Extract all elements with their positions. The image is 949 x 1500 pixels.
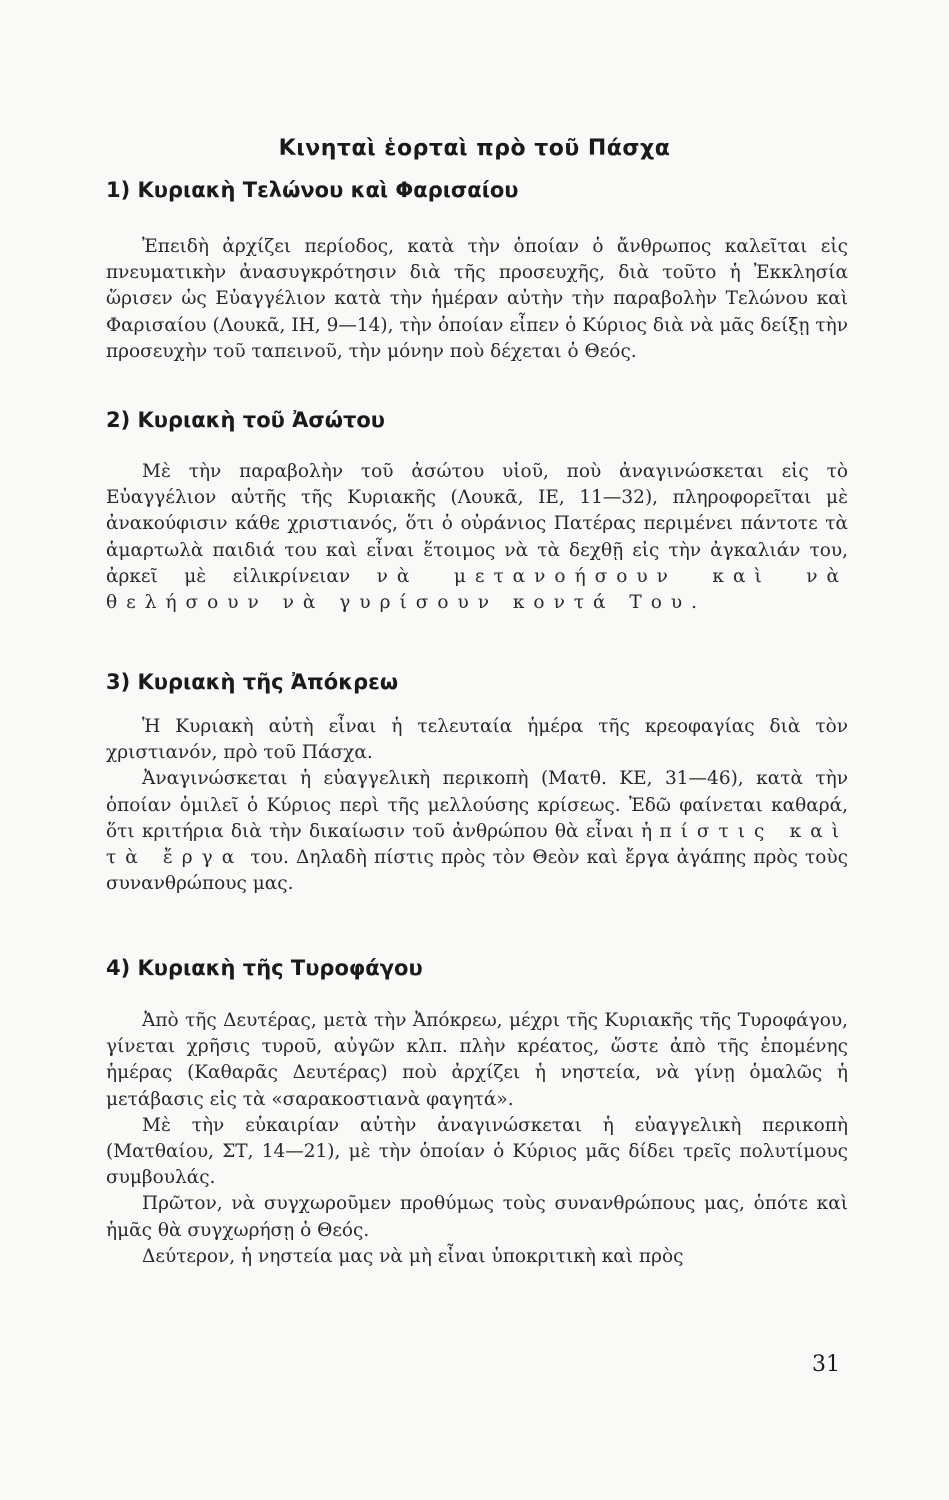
paragraph: Ἐπειδὴ ἀρχίζει περίοδος, κατὰ τὴν ὁποίαν ὁ ἄνθρωπος καλεῖται εἰς πνευματικὴν ἀνασυγκρότησιν διὰ τῆς προσευχῆς, διὰ τοῦτο ἡ Ἐκκλησία ὥρισεν ὡς Εὐαγγέλιον κατὰ τὴν ἡμέραν αὐτὴν τὴν παραβολὴν Τελώνου καὶ Φαρισαίου (Λουκᾶ, ΙΗ, 9—14), τὴν ὁποίαν εἶπεν ὁ Κύριος διὰ νὰ μᾶς δείξῃ τὴν προσευχὴν τοῦ ταπεινοῦ, τὴν μόνην ποὺ δέχεται ὁ Θεός. — [106, 236, 848, 362]
paragraph: Πρῶτον, νὰ συγχωροῦμεν προθύμως τοὺς συνανθρώπους μας, ὁπότε καὶ ἡμᾶς θὰ συγχωρήσῃ ὁ Θεός. — [106, 1193, 848, 1241]
section-heading-3: 3) Κυριακὴ τῆς Ἀπόκρεω — [106, 670, 399, 694]
spaced-emphasis: νὰ μετανοήσουν καὶ νὰ θελήσουν νὰ γυρίσουν κοντά Του. — [106, 565, 848, 614]
section-heading-2: 2) Κυριακὴ τοῦ Ἀσώτου — [106, 408, 385, 432]
section-heading-1: 1) Κυριακὴ Τελώνου καὶ Φαρισαίου — [106, 178, 519, 202]
page-title: Κινηταὶ ἑορταὶ πρὸ τοῦ Πάσχα — [278, 136, 671, 161]
paragraph: Μὲ τὴν εὐκαιρίαν αὐτὴν ἀναγινώσκεται ἡ εὐαγγελικὴ περικοπὴ (Ματθαίου, ΣΤ, 14—21), μὲ τὴν ὁποίαν ὁ Κύριος μᾶς δίδει τρεῖς πολυτίμους συμβουλάς. — [106, 1114, 848, 1189]
section-body-3 — [106, 714, 848, 897]
paragraph: Δεύτερον, ἡ νηστεία μας νὰ μὴ εἶναι ὑποκριτικὴ καὶ πρὸς — [142, 1245, 684, 1267]
paragraph-text: Μὲ τὴν παραβολὴν τοῦ ἀσώτου υἱοῦ, ποὺ ἀναγινώσκεται εἰς τὸ Εὐαγγέλιον αὐτῆς τῆς Κυριακῆς (Λουκᾶ, ΙΕ, 11—32), πληροφορεῖται μὲ ἀνακούφισιν κάθε χριστιανός, ὅτι ὁ οὐράνιος Πατέρας περιμένει πάντοτε τὰ ἁμαρτωλὰ παιδιά του καὶ εἶναι ἕτοιμος νὰ τὰ δεχθῇ εἰς τὴν ἀγκαλιάν του, ἀρκεῖ μὲ εἰλικρίνειαν — [106, 461, 848, 587]
paragraph: Ἀπὸ τῆς Δευτέρας, μετὰ τὴν Ἀπόκρεω, μέχρι τῆς Κυριακῆς τῆς Τυροφάγου, γίνεται χρῆσις τυροῦ, αὐγῶν κλπ. πλὴν κρέατος, ὥστε ἀπὸ τῆς ἑπομένης ἡμέρας (Καθαρᾶς Δευτέρας) ποὺ ἀρχίζει ἡ νηστεία, νὰ γίνῃ ὁμαλῶς ἡ μετάβασις εἰς τὰ «σαρακοστιανὰ φαγητά». — [106, 1010, 848, 1110]
section-body-4 — [106, 1008, 848, 1270]
paragraph-text: του. Δηλαδὴ πίστις πρὸς τὸν Θεὸν καὶ ἔργα ἀγάπης πρὸς τοὺς συνανθρώπους μας. — [106, 847, 848, 895]
section-body-2 — [106, 459, 848, 616]
paragraph-text: Ἀναγινώσκεται ἡ εὐαγγελικὴ περικοπὴ (Ματθ. ΚΕ, 31—46), κατὰ τὴν ὁποίαν ὁμιλεῖ ὁ Κύριος περὶ τῆς μελλούσης κρίσεως. Ἐδῶ φαίνεται καθαρά, ὅτι κριτήρια διὰ τὴν δικαίωσιν τοῦ ἀνθρώπου θὰ εἶναι ἡ — [106, 768, 848, 842]
spaced-emphasis: πίστις καὶ τὰ ἔργα — [106, 820, 848, 869]
section-heading-4: 4) Κυριακὴ τῆς Τυροφάγου — [106, 956, 423, 980]
paragraph: Ἡ Κυριακὴ αὐτὴ εἶναι ἡ τελευταία ἡμέρα τῆς κρεοφαγίας διὰ τὸν χριστιανόν, πρὸ τοῦ Πάσχα. — [106, 716, 848, 764]
paragraph — [106, 459, 848, 616]
page-number: 31 — [812, 1352, 840, 1377]
paragraph — [106, 766, 848, 897]
section-body-1 — [106, 234, 848, 365]
